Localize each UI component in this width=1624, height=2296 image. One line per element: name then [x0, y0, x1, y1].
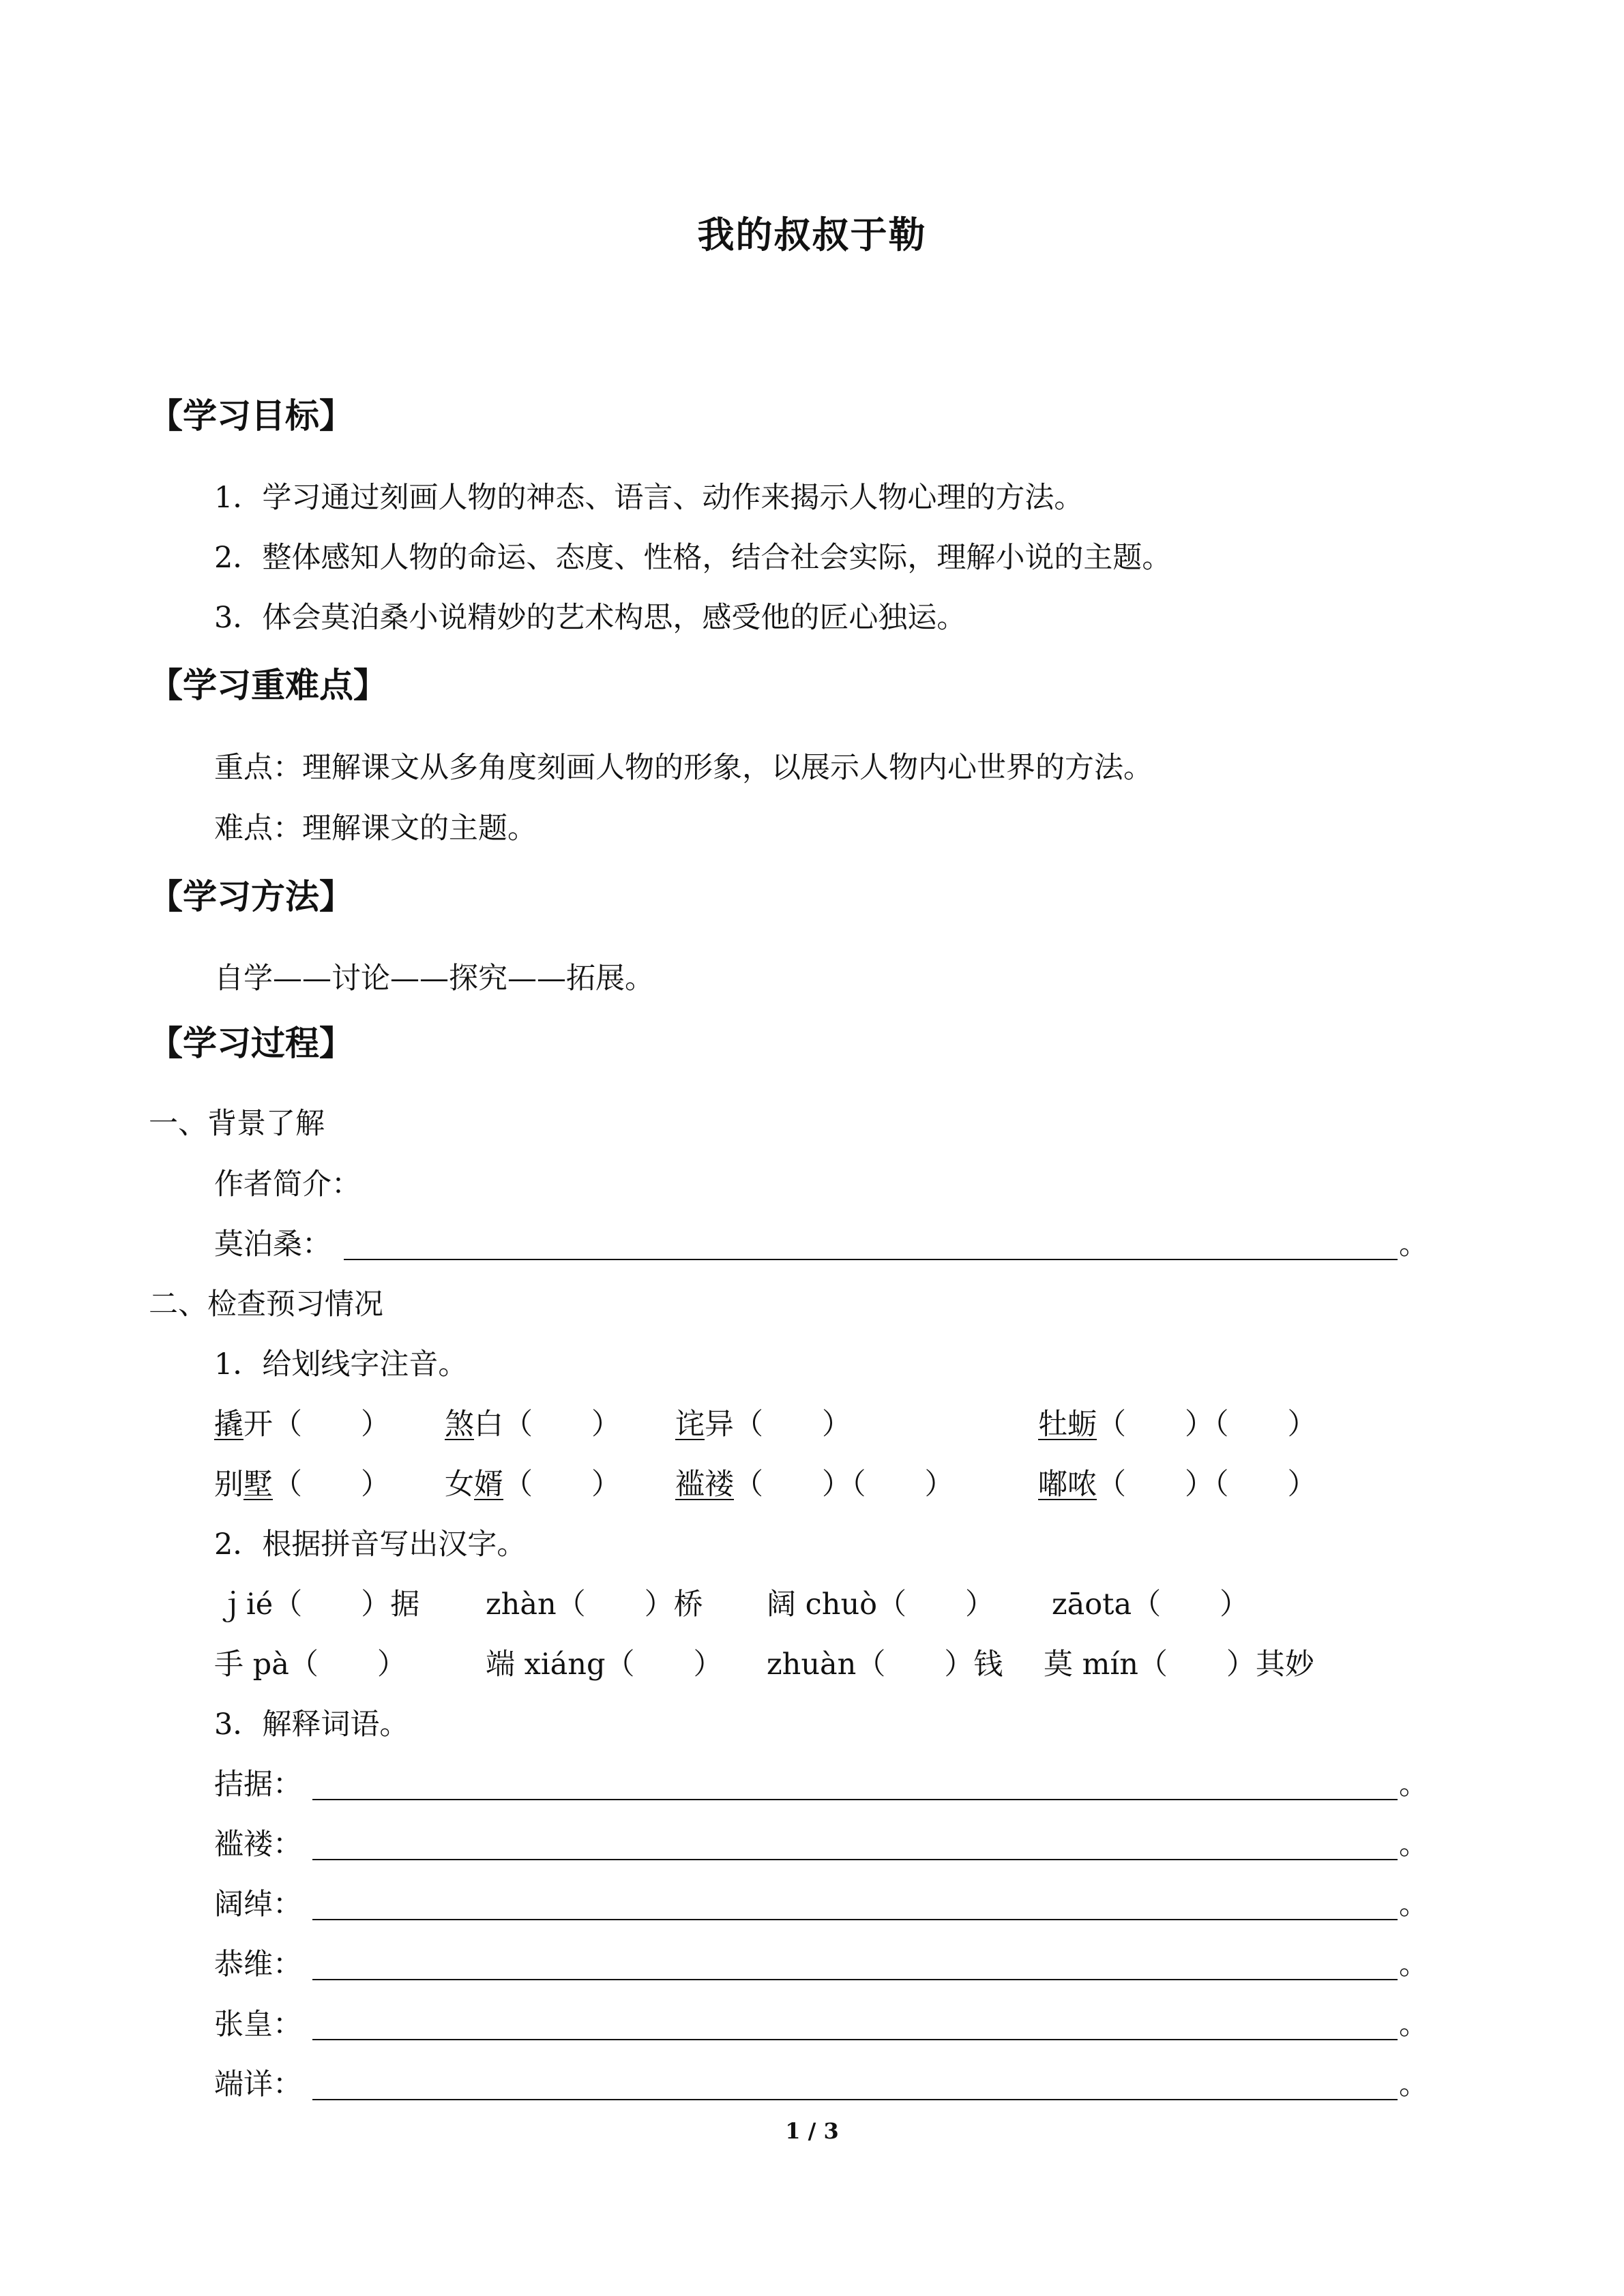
term-answer-line[interactable] [312, 1919, 1398, 1920]
answer-blank: （ ）（ ） [734, 1467, 954, 1502]
end-mark: 。 [1399, 1227, 1428, 1262]
answer-blank: （ ）（ ） [1097, 1467, 1317, 1502]
author-intro-label: 作者简介： [214, 1167, 361, 1202]
pinyin-item [675, 1401, 851, 1448]
term-fill-row [214, 2001, 1428, 2048]
answer-blank: （ ）（ ） [1097, 1407, 1317, 1442]
underlined-char: 墅 [243, 1467, 273, 1502]
plain-char: 女 [445, 1467, 474, 1502]
term-label: 拮据： [214, 1768, 302, 1802]
term-fill-row [214, 1881, 1428, 1928]
write-char-item: 阔 chuò（ ） [767, 1587, 995, 1622]
underlined-char: 牡蛎 [1038, 1407, 1097, 1442]
question-3: 3．解释词语。 [214, 1708, 409, 1742]
end-mark: 。 [1399, 1948, 1428, 1982]
pinyin-item [214, 1461, 390, 1508]
method-text: 自学——讨论——探究——拓展。 [214, 961, 654, 996]
underlined-char: 婿 [474, 1467, 503, 1502]
term-answer-line[interactable] [312, 1859, 1398, 1860]
underlined-char: 撬 [214, 1407, 243, 1442]
term-label: 张皇： [214, 2008, 302, 2042]
term-label: 恭维： [214, 1948, 302, 1982]
underlined-char: 嘟哝 [1038, 1467, 1097, 1502]
pinyin-item [445, 1401, 621, 1448]
term-label: 端详： [214, 2068, 302, 2102]
key-point-focus: 重点：理解课文从多角度刻画人物的形象，以展示人物内心世界的方法。 [214, 751, 1153, 785]
section-heading-process: 【学习过程】 [149, 1024, 353, 1063]
term-fill-row [214, 1941, 1428, 1988]
answer-blank: （ ） [503, 1467, 621, 1502]
section-heading-goals: 【学习目标】 [149, 396, 353, 436]
term-fill-row [214, 2061, 1428, 2108]
write-char-item: zhàn（ ）桥 [486, 1587, 703, 1622]
goal-item-2: 2．整体感知人物的命运、态度、性格，结合社会实际，理解小说的主题。 [214, 541, 1172, 575]
pinyin-item [675, 1461, 954, 1508]
underlined-char: 褴褛 [675, 1467, 734, 1502]
pinyin-item [1038, 1461, 1317, 1508]
underlined-char: 诧 [675, 1407, 705, 1442]
author-answer-line[interactable] [344, 1259, 1398, 1260]
term-label: 阔绰： [214, 1888, 302, 1922]
write-char-item: 手 pà（ ） [214, 1648, 407, 1682]
part2-heading: 二、检查预习情况 [149, 1287, 383, 1322]
end-mark: 。 [1399, 2008, 1428, 2042]
underlined-char: 煞 [445, 1407, 474, 1442]
answer-blank: 开（ ） [243, 1407, 390, 1442]
page-number: 1 / 3 [785, 2118, 839, 2144]
write-char-item: zāota（ ） [1052, 1587, 1250, 1622]
end-mark: 。 [1399, 2068, 1428, 2102]
term-answer-line[interactable] [312, 2039, 1398, 2040]
question-2: 2．根据拼音写出汉字。 [214, 1527, 527, 1562]
pinyin-item [214, 1401, 390, 1448]
pinyin-item [1038, 1401, 1317, 1448]
key-point-difficulty: 难点：理解课文的主题。 [214, 811, 537, 846]
question-1: 1．给划线字注音。 [214, 1347, 468, 1382]
pinyin-item [445, 1461, 621, 1508]
section-heading-key-points: 【学习重难点】 [149, 666, 387, 705]
page-title: 我的叔叔于勒 [697, 213, 927, 256]
answer-blank: 白（ ） [474, 1407, 621, 1442]
section-heading-method: 【学习方法】 [149, 877, 353, 916]
author-fill-row [214, 1221, 1428, 1268]
term-answer-line[interactable] [312, 1979, 1398, 1980]
goal-item-1: 1．学习通过刻画人物的神态、语言、动作来揭示人物心理的方法。 [214, 481, 1084, 515]
write-char-item: zhuàn（ ）钱 [767, 1648, 1003, 1682]
term-fill-row [214, 1821, 1428, 1868]
part1-heading: 一、背景了解 [149, 1107, 325, 1141]
term-fill-row [214, 1761, 1428, 1808]
end-mark: 。 [1399, 1888, 1428, 1922]
end-mark: 。 [1399, 1828, 1428, 1862]
goal-item-3: 3．体会莫泊桑小说精妙的艺术构思，感受他的匠心独运。 [214, 601, 966, 635]
term-answer-line[interactable] [312, 2099, 1398, 2100]
term-answer-line[interactable] [312, 1799, 1398, 1800]
answer-blank: 异（ ） [705, 1407, 851, 1442]
author-label: 莫泊桑： [214, 1227, 331, 1262]
term-label: 褴褛： [214, 1828, 302, 1862]
plain-char: 别 [214, 1467, 243, 1502]
write-char-item: 端 xiáng（ ） [486, 1648, 723, 1682]
answer-blank: （ ） [273, 1467, 390, 1502]
write-char-item: 莫 mín（ ）其妙 [1044, 1648, 1314, 1682]
write-char-item: ｊié（ ）据 [217, 1587, 420, 1622]
end-mark: 。 [1399, 1768, 1428, 1802]
